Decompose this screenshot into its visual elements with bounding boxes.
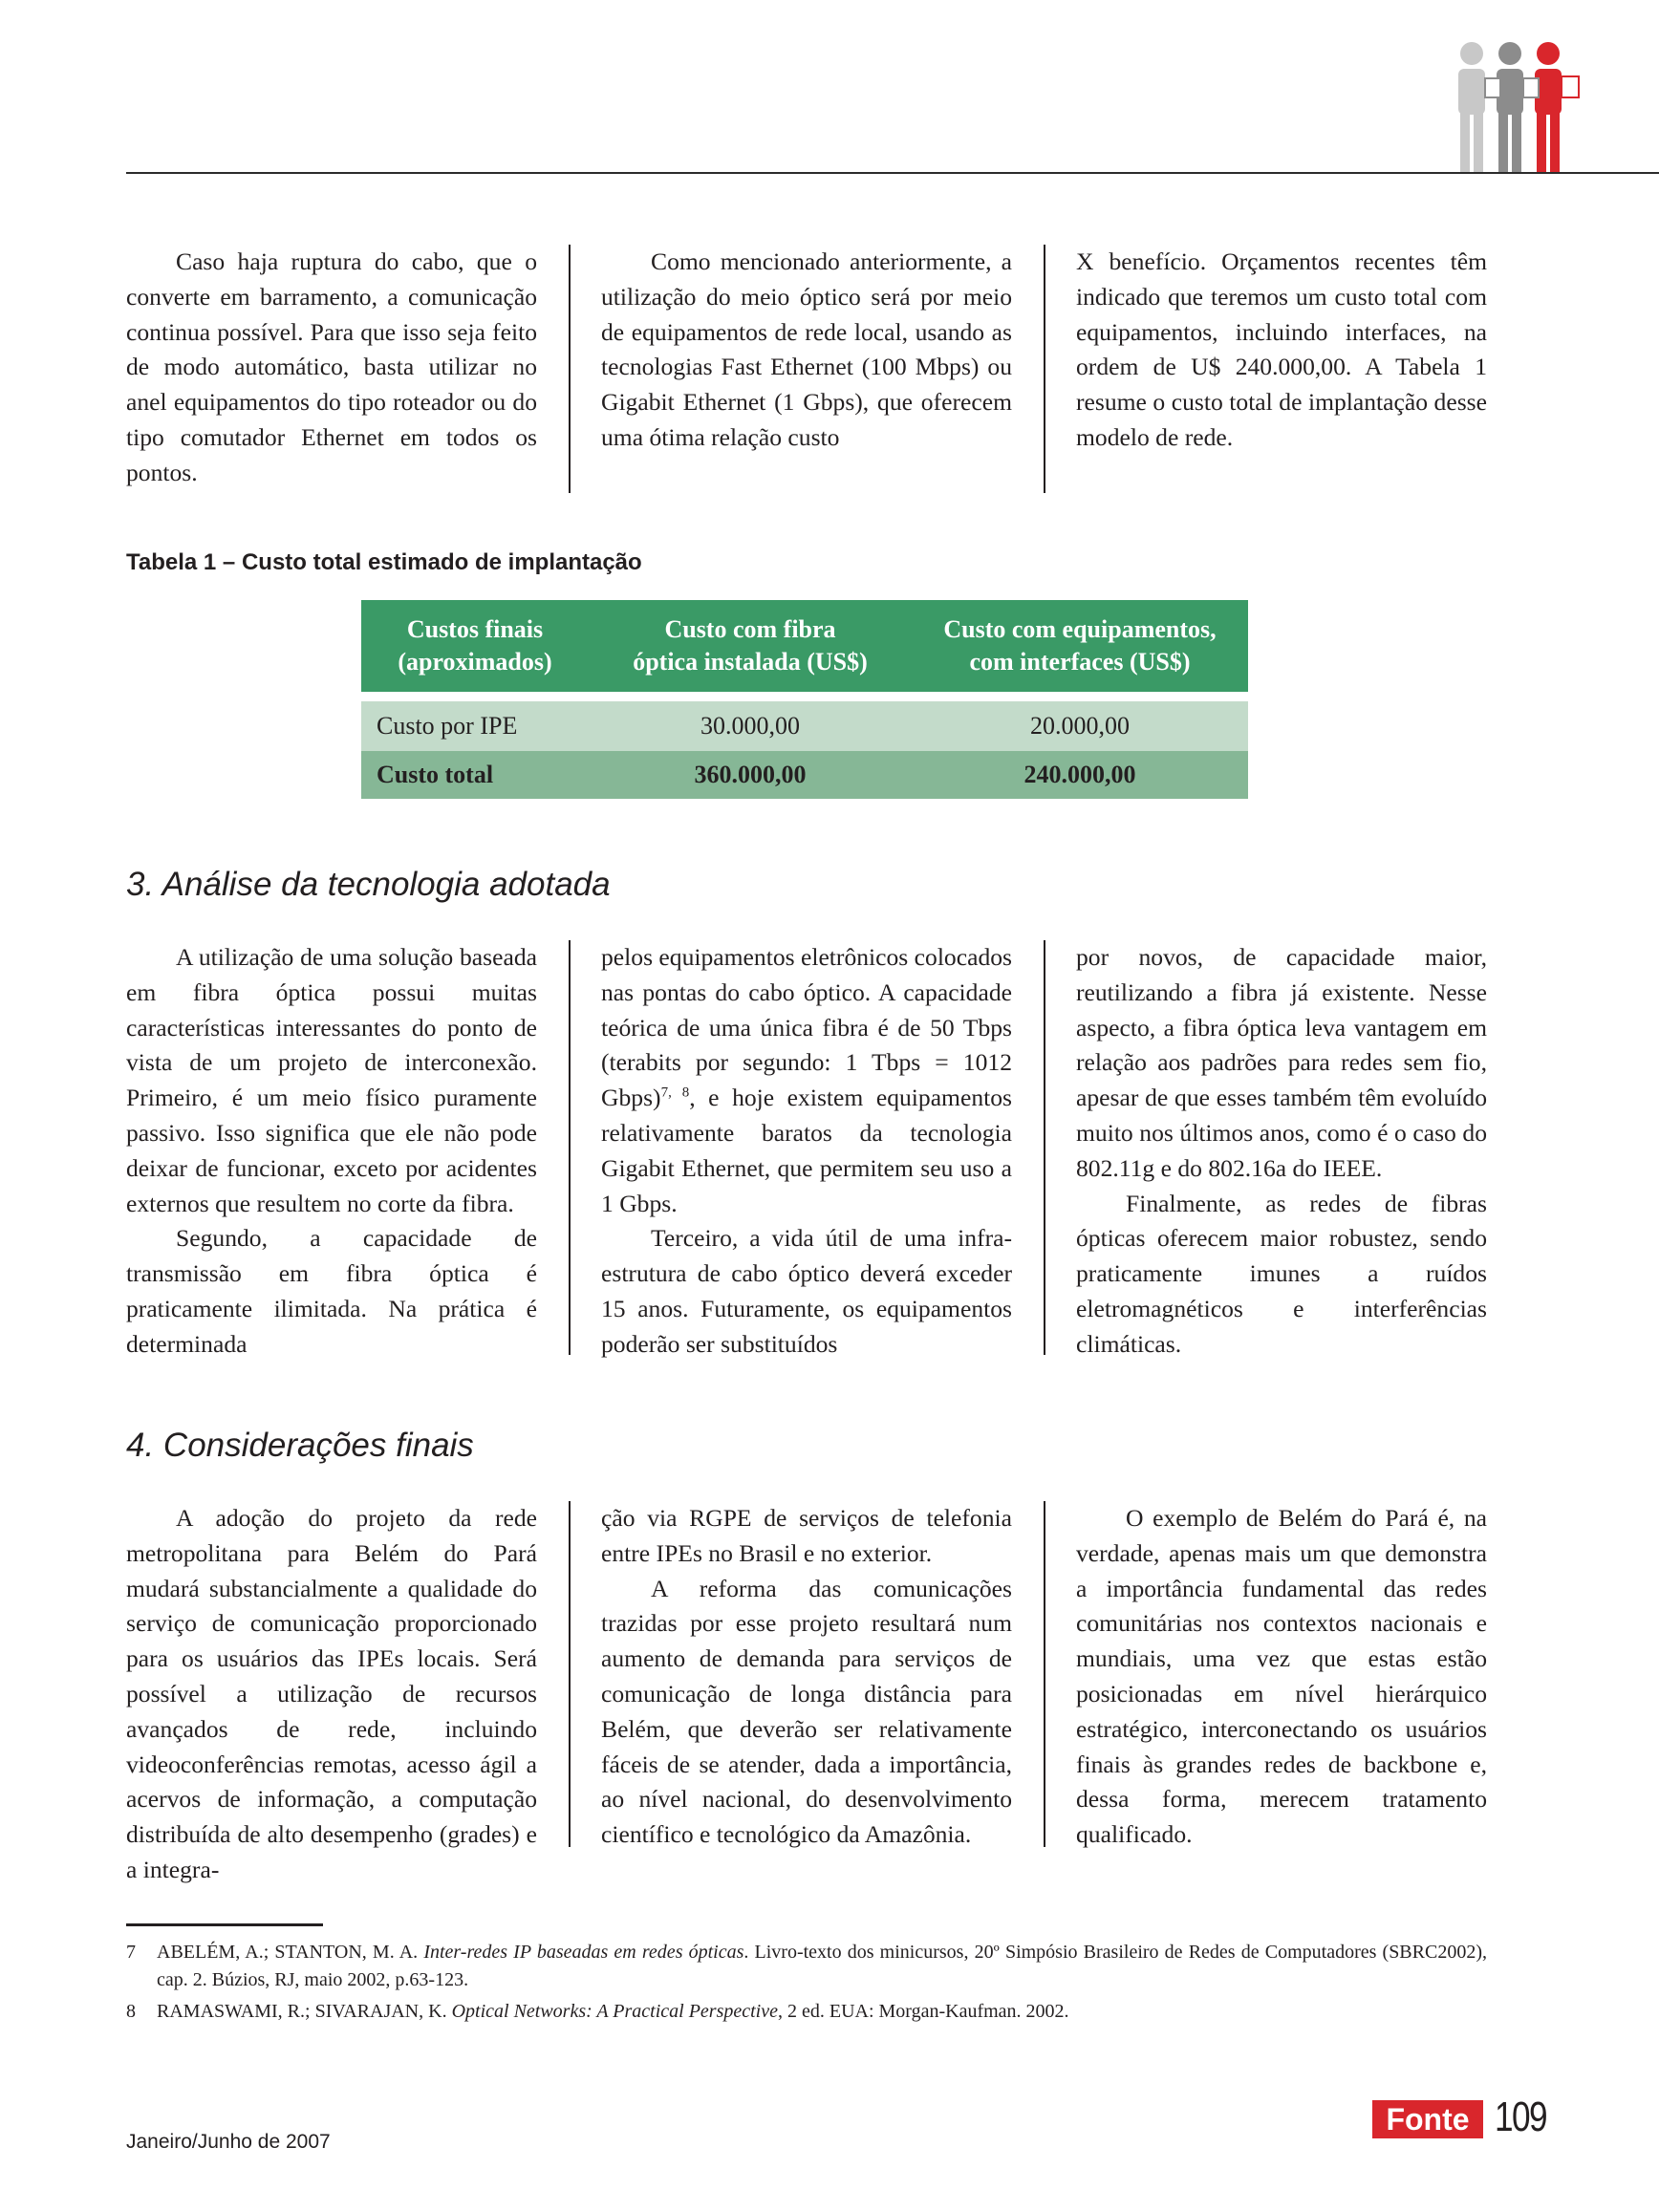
paragraph: pelos equipamentos eletrônicos colocados nas pontas do cabo óptico. A capacidade teórica de uma única fibra é de 50 Tbps (terabits por segundo: 1 Tbps = 1012 Gbps)$^{7, 8}$, e hoje existem equipamentos relativamente baratos da tecnologia Gigabit Ethernet, que permitem seu uso a 1 Gbps. <box>601 943 1012 1217</box>
section-3-column-2 <box>601 940 1012 1363</box>
intro-column-1 <box>126 245 537 493</box>
footnote-number: 8 <box>126 2001 136 2022</box>
section-3-heading: 3. Análise da tecnologia adotada <box>126 866 611 903</box>
footnote-text: RAMASWAMI, R.; SIVARAJAN, K. Optical Networks: A Practical Perspective, 2 ed. EUA: Morgan-Kaufman. 2002. <box>157 2001 1069 2022</box>
footnote-reference: 7, 8 <box>660 1085 690 1101</box>
table-cell: Custo por IPE <box>361 701 589 751</box>
intro-columns <box>126 245 1487 493</box>
table-row <box>361 701 1248 751</box>
paragraph: A reforma das comunicações trazidas por esse projeto resultará num aumento de demanda para serviços de comunicação de longa distância para Belém, que deverão ser relativamente fáceis de se atender, dada a importância, ao nível nacional, do desenvolvimento científico e tecnológico da Amazônia. <box>601 1574 1012 1849</box>
paragraph: ção via RGPE de serviços de telefonia entre IPEs no Brasil e no exterior. <box>601 1504 1012 1567</box>
table-header-cell: Custos finais (aproximados) <box>361 600 589 692</box>
page-number: 109 <box>1495 2094 1546 2140</box>
paragraph: Segundo, a capacidade de transmissão em fibra óptica é praticamente ilimitada. Na prática é determinada <box>126 1224 537 1358</box>
section-4-columns <box>126 1501 1487 1888</box>
table-header-cell: Custo com fibra óptica instalada (US$) <box>589 600 912 692</box>
section-4-heading: 4. Considerações finais <box>126 1427 474 1464</box>
paragraph: Caso haja ruptura do cabo, que o converte em barramento, a comunicação continua possível. Para que isso seja feito de modo automático, basta utilizar no anel equipamentos do tipo roteador ou do tipo comutador Ethernet em todos os pontos. <box>126 247 537 486</box>
table-cell: 360.000,00 <box>589 751 912 799</box>
paragraph: A utilização de uma solução baseada em fibra óptica possui muitas características interessantes do ponto de vista de um projeto de interconexão. Primeiro, é um meio físico puramente passivo. Isso significa que ele não pode deixar de funcionar, exceto por acidentes externos que resultem no corte da fibra. <box>126 943 537 1217</box>
table-caption: Tabela 1 – Custo total estimado de implantação <box>126 549 642 575</box>
table-row <box>361 751 1248 799</box>
table-cell: 20.000,00 <box>912 701 1248 751</box>
section-3-column-1 <box>126 940 537 1363</box>
footnote-text: ABELÉM, A.; STANTON, M. A. Inter-redes IP baseadas em redes ópticas. Livro-texto dos minicursos, 20º Simpósio Brasileiro de Redes de Computadores (SBRC2002), cap. 2. Búzios, RJ, maio 2002, p.63-123. <box>157 1942 1487 1990</box>
footnote <box>126 1998 1487 2026</box>
section-4-column-3 <box>1076 1501 1487 1888</box>
section-3-column-3 <box>1076 940 1487 1363</box>
cost-table <box>361 600 1248 799</box>
header-rule <box>126 172 1659 174</box>
paragraph: X benefício. Orçamentos recentes têm indicado que teremos um custo total com equipamentos, incluindo interfaces, na ordem de U$ 240.000,00. A Tabela 1 resume o custo total de implantação desse modelo de rede. <box>1076 247 1487 451</box>
column-divider <box>569 245 571 493</box>
footer-date: Janeiro/Junho de 2007 <box>126 2131 331 2153</box>
three-people-icon <box>1451 40 1594 174</box>
column-divider <box>569 940 571 1355</box>
intro-column-3 <box>1076 245 1487 493</box>
footnote-rule <box>126 1923 323 1926</box>
column-divider <box>1044 940 1045 1355</box>
paragraph: Como mencionado anteriormente, a utilização do meio óptico será por meio de equipamentos de rede local, usando as tecnologias Fast Ethernet (100 Mbps) ou Gigabit Ethernet (1 Gbps), que oferecem uma ótima relação custo <box>601 247 1012 451</box>
footnote <box>126 1939 1487 1994</box>
paragraph: Terceiro, a vida útil de uma infra-estrutura de cabo óptico deverá exceder 15 anos. Futuramente, os equipamentos poderão ser substituídos <box>601 1224 1012 1358</box>
paragraph: O exemplo de Belém do Pará é, na verdade, apenas mais um que demonstra a importância fundamental das redes comunitárias nos contextos nacionais e mundiais, uma vez que estas estão posicionadas em nível hierárquico estratégico, interconectando os usuários finais às grandes redes de backbone e, dessa forma, merecem tratamento qualificado. <box>1076 1504 1487 1849</box>
section-4-column-2 <box>601 1501 1012 1888</box>
paragraph: A adoção do projeto da rede metropolitana para Belém do Pará mudará substancialmente a qualidade do serviço de comunicação proporcionado para os usuários das IPEs locais. Será possível a utilização de recursos avançados de rede, incluindo videoconferências remotas, acesso ágil a acervos de informação, a computação distribuída de alto desempenho (grades) e a integra- <box>126 1504 537 1883</box>
column-divider <box>569 1501 571 1847</box>
column-divider <box>1044 245 1045 493</box>
table-cell: Custo total <box>361 751 589 799</box>
intro-column-2 <box>601 245 1012 493</box>
table-cell: 240.000,00 <box>912 751 1248 799</box>
paragraph: Finalmente, as redes de fibras ópticas oferecem maior robustez, sendo praticamente imunes a ruídos eletromagnéticos e interferências climáticas. <box>1076 1189 1487 1358</box>
section-4-column-1 <box>126 1501 537 1888</box>
publication-badge: Fonte <box>1372 2100 1483 2138</box>
column-divider <box>1044 1501 1045 1847</box>
paragraph: por novos, de capacidade maior, reutilizando a fibra já existente. Nesse aspecto, a fibra óptica leva vantagem em relação aos padrões para redes sem fio, apesar de que esses também têm evoluído muito nos últimos anos, como é o caso do 802.11g e do 802.16a do IEEE. <box>1076 943 1487 1182</box>
footnote-number: 7 <box>126 1942 136 1963</box>
table-header-cell: Custo com equipamentos, com interfaces (US$) <box>912 600 1248 692</box>
table-cell: 30.000,00 <box>589 701 912 751</box>
section-3-columns <box>126 940 1487 1363</box>
